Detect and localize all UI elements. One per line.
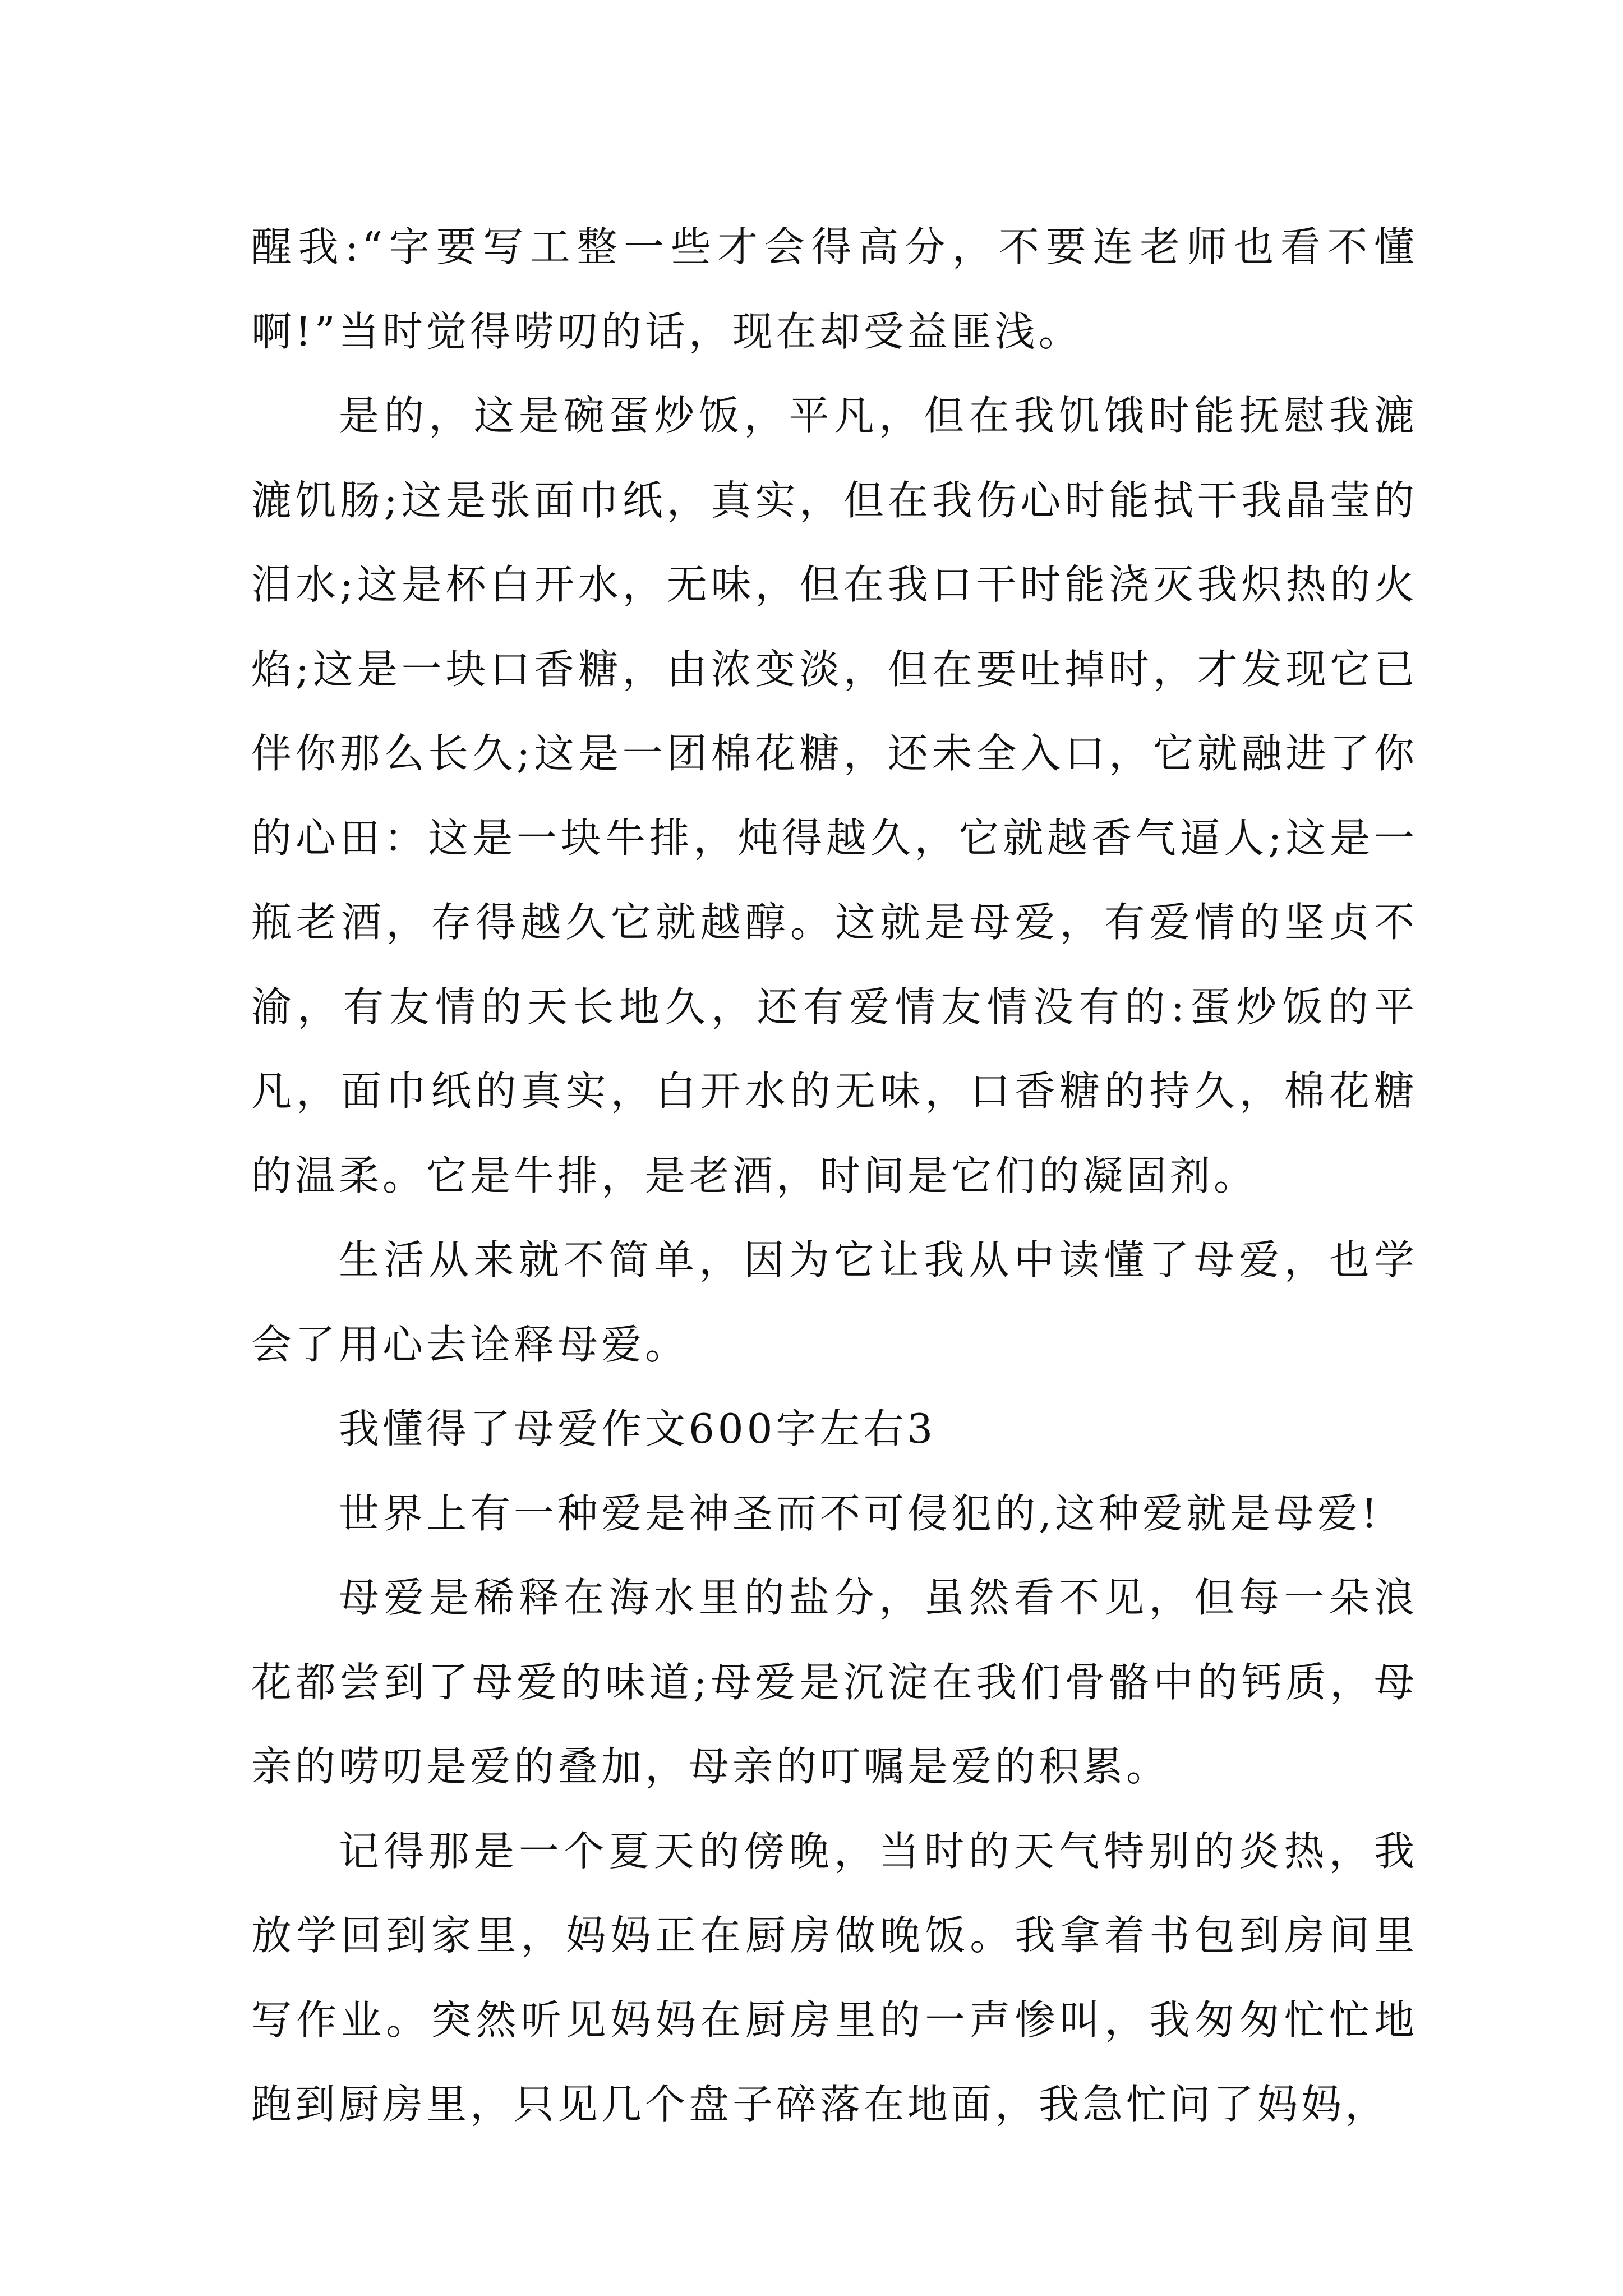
paragraph-conclusion: 生活从来就不简单，因为它让我从中读懂了母爱，也学会了用心去诠释母爱。 xyxy=(251,1236,1418,1368)
paragraph-salt-calcium: 母爱是稀释在海水里的盐分，虽然看不见，但每一朵浪花都尝到了母爱的味道;母爱是沉淀在我们骨骼中的钙质，母亲的唠叨是爱的叠加，母亲的叮嘱是爱的积累。 xyxy=(251,1574,1418,1790)
paragraph-continuation: 醒我:“字要写工整一些才会得高分，不要连老师也看不懂啊!”当时觉得唠叨的话，现在却受益匪浅。 xyxy=(251,223,1418,355)
paragraph-summer-evening: 记得那是一个夏天的傍晚，当时的天气特别的炎热，我放学回到家里，妈妈正在厨房做晚饭。我拿着书包到房间里写作业。突然听见妈妈在厨房里的一声惨叫，我匆匆忙忙地跑到厨房里，只见几个盘子碎落在地面，我急忙问了妈妈， xyxy=(251,1827,1418,2128)
paragraph-intro: 世界上有一种爱是神圣而不可侵犯的,这种爱就是母爱! xyxy=(339,1489,1381,1537)
paragraph-metaphors: 是的，这是碗蛋炒饭，平凡，但在我饥饿时能抚慰我漉漉饥肠;这是张面巾纸，真实，但在我伤心时能拭干我晶莹的泪水;这是杯白开水，无味，但在我口干时能浇灭我炽热的火焰;这是一块口香糖，由浓变淡，但在要吐掉时，才发现它已伴你那么长久;这是一团棉花糖，还未全入口，它就融进了你的心田：这是一块牛排，炖得越久，它就越香气逼人;这是一瓶老酒，存得越久它就越醇。这就是母爱，有爱情的坚贞不渝，有友情的天长地久，还有爱情友情没有的:蛋炒饭的平凡，面巾纸的真实，白开水的无味，口香糖的持久，棉花糖的温柔。它是牛排，是老酒，时间是它们的凝固剂。 xyxy=(251,392,1418,1199)
essay-heading: 我懂得了母爱作文600字左右3 xyxy=(339,1405,937,1452)
document-body xyxy=(251,205,1418,2147)
